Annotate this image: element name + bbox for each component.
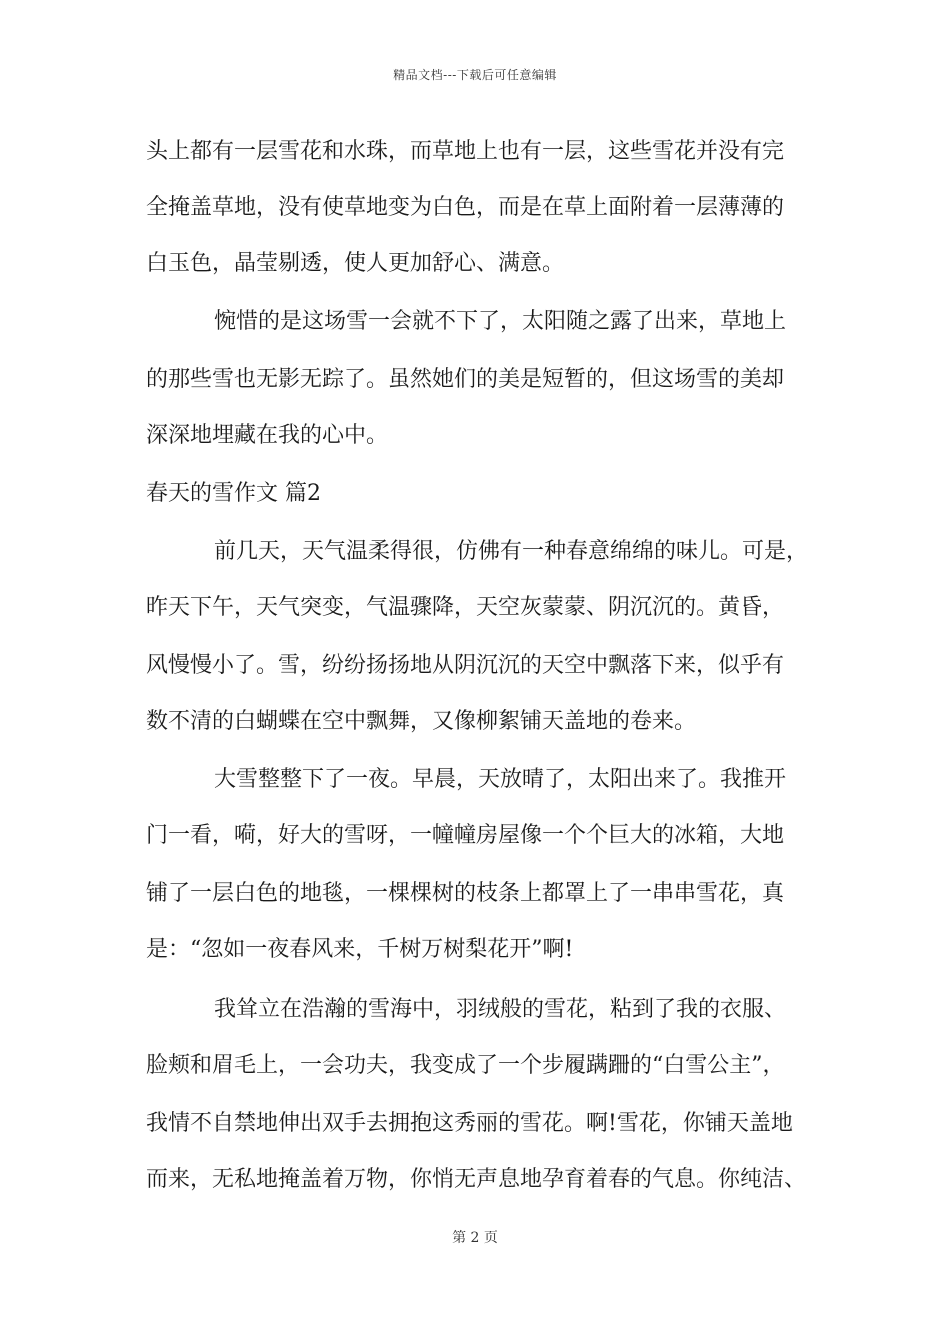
text-line: 的那些雪也无影无踪了。虽然她们的美是短暂的，但这场雪的美却 (146, 367, 785, 392)
section-heading: 春天的雪作文 篇2 (146, 481, 321, 506)
text-line: 铺了一层白色的地毯，一棵棵树的枝条上都罩上了一串串雪花，真 (146, 881, 785, 906)
text-line: 前几天，天气温柔得很，仿佛有一种春意绵绵的味儿。可是， (214, 539, 809, 564)
text-line: 深深地埋藏在我的心中。 (146, 423, 389, 448)
text-line: 数不清的白蝴蝶在空中飘舞，又像柳絮铺天盖地的卷来。 (146, 709, 697, 734)
text-line: 头上都有一层雪花和水珠，而草地上也有一层，这些雪花并没有完 (146, 139, 785, 164)
text-line: 而来，无私地掩盖着万物，你悄无声息地孕育着春的气息。你纯洁、 (146, 1167, 807, 1192)
text-line: 风慢慢小了。雪，纷纷扬扬地从阴沉沉的天空中飘落下来，似乎有 (146, 653, 785, 678)
text-line: 是：“忽如一夜春风来，千树万树梨花开”啊! (146, 937, 574, 962)
text-line: 昨天下午，天气突变，气温骤降，天空灰蒙蒙、阴沉沉的。黄昏， (146, 595, 785, 620)
text-line: 门一看，嗬，好大的雪呀，一幢幢房屋像一个个巨大的冰箱，大地 (146, 823, 785, 848)
text-line: 我情不自禁地伸出双手去拥抱这秀丽的雪花。啊!雪花，你铺天盖地 (146, 1111, 793, 1136)
page-number: 第 2 页 (452, 1230, 498, 1246)
text-line: 全掩盖草地，没有使草地变为白色，而是在草上面附着一层薄薄的 (146, 195, 785, 220)
text-line: 脸颊和眉毛上，一会功夫，我变成了一个步履蹒跚的“白雪公主”， (146, 1053, 785, 1078)
text-line: 惋惜的是这场雪一会就不下了，太阳随之露了出来，草地上 (214, 309, 787, 334)
text-line: 我耸立在浩瀚的雪海中，羽绒般的雪花，粘到了我的衣服、 (214, 997, 787, 1022)
text-line: 白玉色，晶莹剔透，使人更加舒心、满意。 (146, 251, 565, 276)
text-line: 大雪整整下了一夜。早晨，天放晴了，太阳出来了。我推开 (214, 767, 787, 792)
page-header: 精品文档---下载后可任意编辑 (393, 68, 557, 82)
